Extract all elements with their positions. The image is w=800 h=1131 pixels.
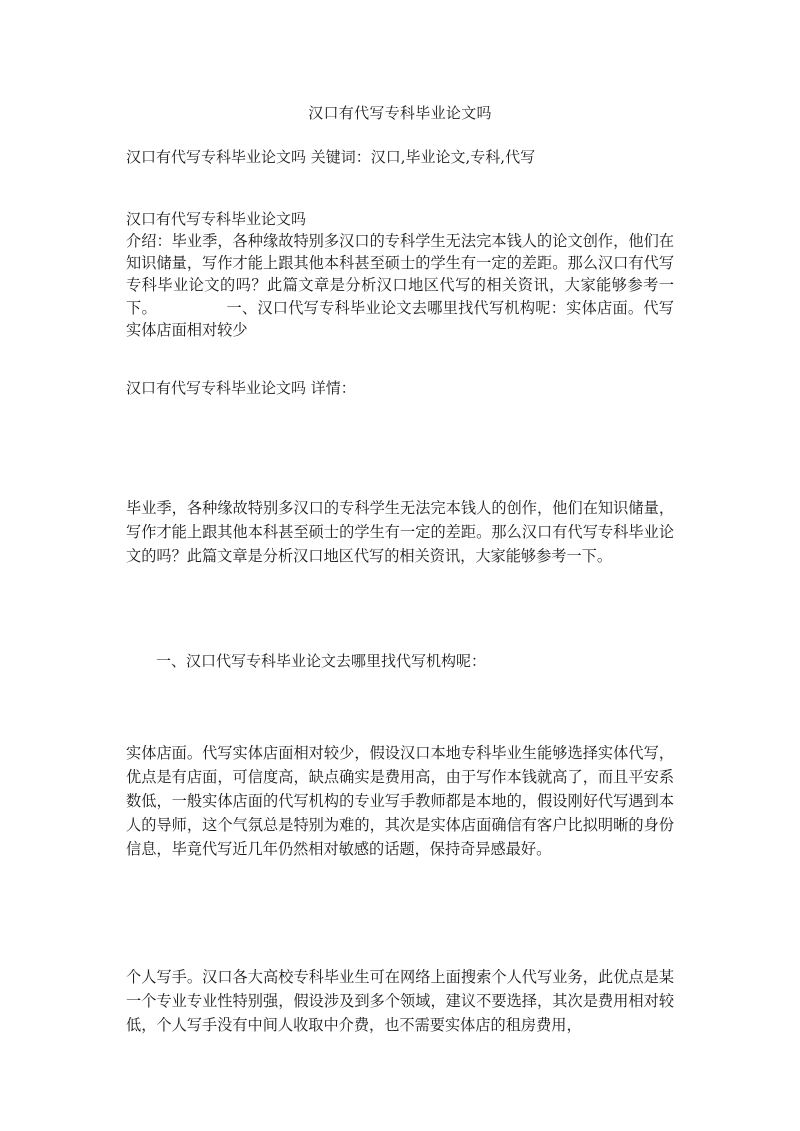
- body-paragraph-3: 个人写手。汉口各大高校专科毕业生可在网络上面搜索个人代写业务，此优点是某一个专业专业性特别强，假设涉及到多个领域，建议不要选择，其次是费用相对较低，个人写手没有中间人收取中介费，也不需要实体店的租房费用，: [126, 968, 674, 1034]
- section-heading-1: 一、汉口代写专科毕业论文去哪里找代写机构呢：: [156, 652, 487, 670]
- document-title: 汉口有代写专科毕业论文吗: [308, 104, 492, 122]
- body-paragraph-1: 毕业季，各种缘故特别多汉口的专科学生无法完本钱人的创作，他们在知识储量，写作才能上跟其他本科甚至硕士的学生有一定的差距。那么汉口有代写专科毕业论文的吗？此篇文章是分析汉口地区代写的相关资讯，大家能够参考一下。: [126, 499, 674, 565]
- intro-heading: 汉口有代写专科毕业论文吗: [126, 210, 307, 228]
- body-paragraph-2: 实体店面。代写实体店面相对较少，假设汉口本地专科毕业生能够选择实体代写，优点是有店面，可信度高，缺点确实是费用高，由于写作本钱就高了，而且平安系数低，一般实体店面的代写机构的专业写手教师都是本地的，假设刚好代写遇到本人的导师，这个气氛总是特别为难的，其次是实体店面确信有客户比拟明晰的身份信息，毕竟代写近几年仍然相对敏感的话题，保持奇异感最好。: [126, 744, 674, 858]
- details-label: 汉口有代写专科毕业论文吗 详情：: [126, 379, 356, 397]
- intro-paragraph: 介绍：毕业季，各种缘故特别多汉口的专科学生无法完本钱人的论文创作，他们在知识储量，写作才能上跟其他本科甚至硕士的学生有一定的差距。那么汉口有代写专科毕业论文的吗？此篇文章是分析汉口地区代写的相关资讯，大家能够参考一下。 一、汉口代写专科毕业论文去哪里找代写机构呢：实体店面。代写实体店面相对较少: [126, 232, 674, 339]
- keywords-line: 汉口有代写专科毕业论文吗 关键词：汉口,毕业论文,专科,代写: [126, 148, 536, 166]
